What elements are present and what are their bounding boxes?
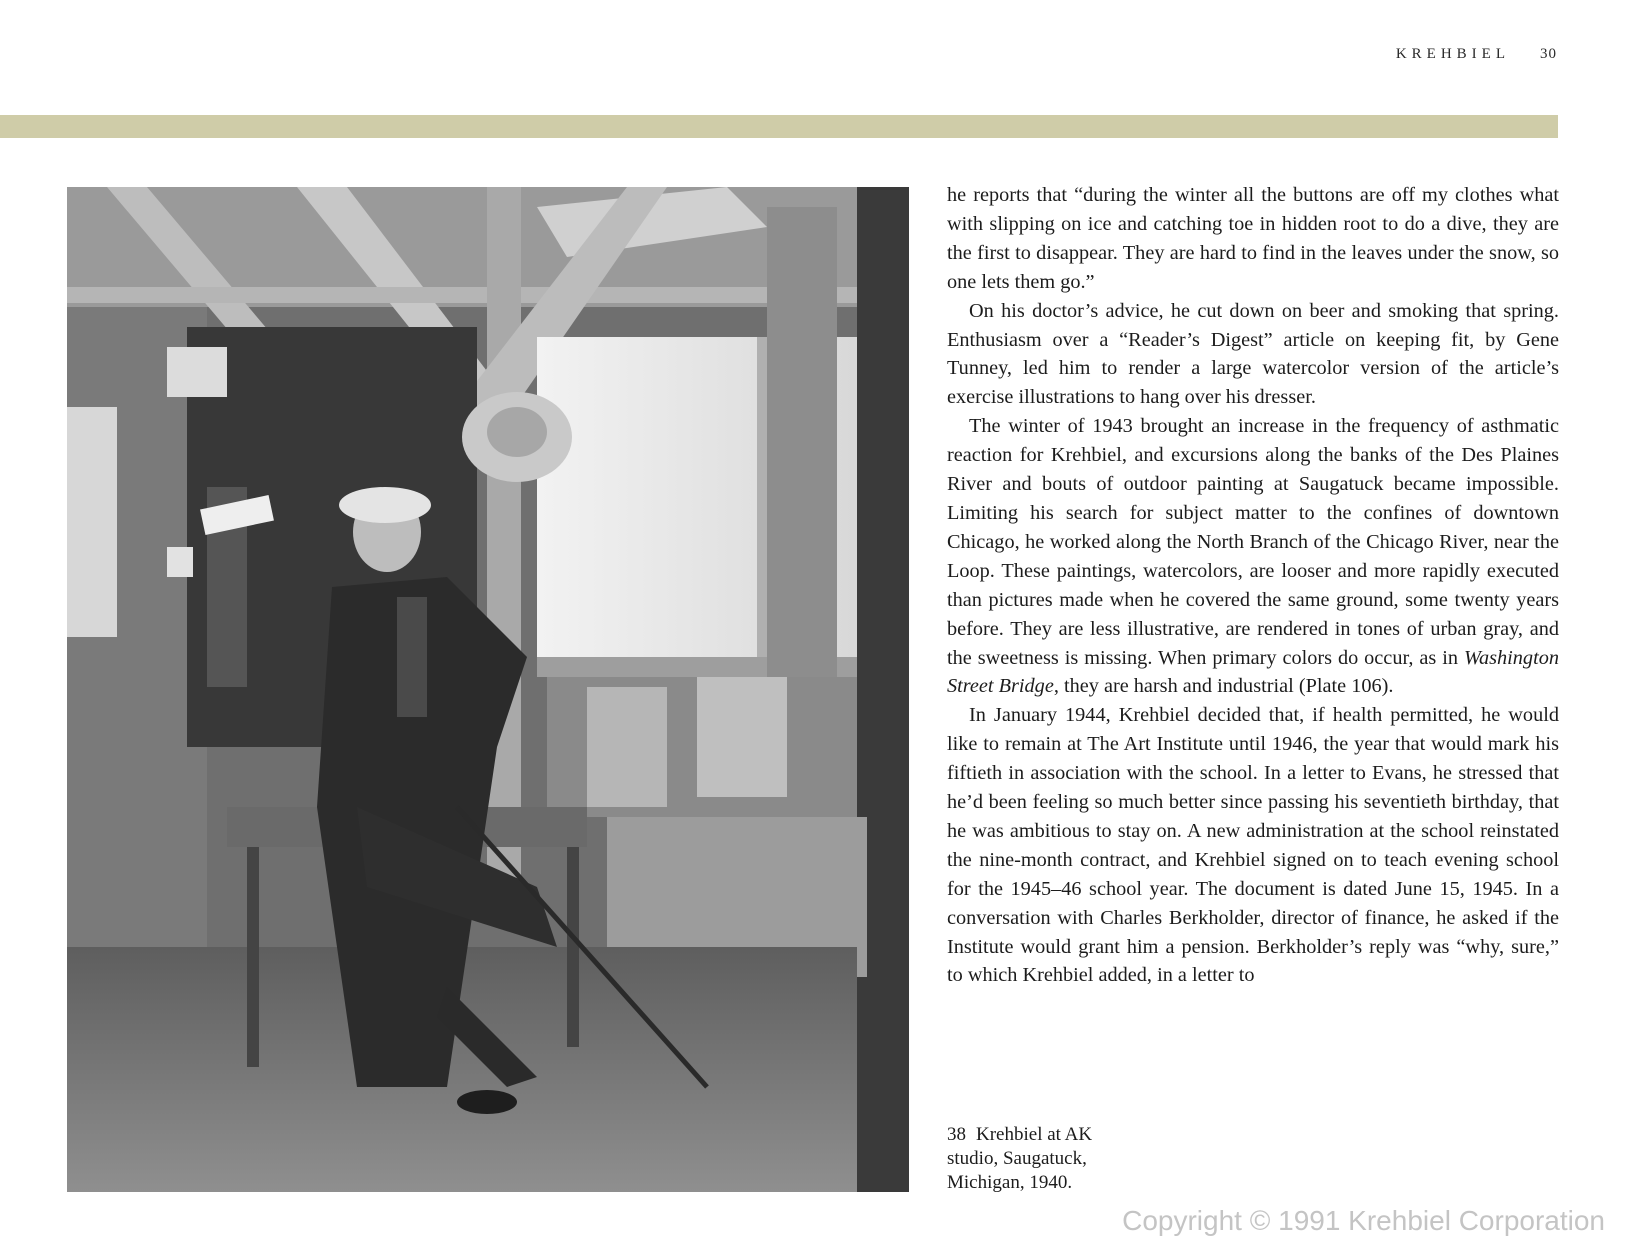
copyright-watermark: Copyright © 1991 Krehbiel Corporation xyxy=(1122,1205,1605,1236)
plate-title: Washington Street Bridge xyxy=(947,646,1559,698)
caption-number: 38 xyxy=(947,1124,966,1145)
photo-caption xyxy=(947,1123,1137,1195)
paragraph: he reports that “during the winter all the buttons are off my clothes what with slipping on ice and catching toe in hidden root to do a dive, they are the first to disappear. They are hard to find in the leaves under the snow, so one lets them go.” xyxy=(947,184,1559,293)
page-number: 30 xyxy=(1540,46,1557,62)
header-color-band xyxy=(0,115,1558,138)
paragraph: On his doctor’s advice, he cut down on beer and smoking that spring. Enthusiasm over a “Reader’s Digest” article on keeping fit, by Gene Tunney, led him to render a large watercolor version of the article’s exercise illustrations to hang over his dresser. xyxy=(947,299,1559,409)
running-title: KREHBIEL xyxy=(1395,46,1510,62)
paragraph xyxy=(947,412,1559,701)
caption-text: Krehbiel at AK studio, Saugatuck, Michigan, 1940. xyxy=(947,1124,1093,1193)
photo-studio-interior-icon xyxy=(67,187,909,1192)
running-head xyxy=(1396,46,1557,63)
body-text xyxy=(947,181,1559,990)
paragraph: In January 1944, Krehbiel decided that, if health permitted, he would like to remain at The Art Institute until 1946, the year that would mark his fiftieth in association with the school. In a letter to Evans, he stressed that he’d been feeling so much better since passing his seventieth birthday, that he was ambitious to stay on. A new administration at the school reinstated the nine-month contract, and Krehbiel signed on to teach evening school for the 1945–46 school year. The document is dated June 15, 1945. In a conversation with Charles Berkholder, director of finance, he asked if the Institute would grant him a pension. Berkholder’s reply was “why, sure,” to which Krehbiel added, in a letter to xyxy=(947,704,1559,987)
paragraph-text: The winter of 1943 brought an increase in the frequency of asthmatic reaction for Krehbiel, and excursions along the banks of the Des Plaines River and bouts of outdoor painting at Saugatuck became impossible. Limiting his search for subject matter to the confines of downtown Chicago, he worked along the North Branch of the Chicago River, near the Loop. These paintings, watercolors, are looser and more rapidly executed than pictures made when he covered the same ground, some twenty years before. They are less illustrative, are rendered in tones of urban gray, and the sweetness is missing. When primary colors do occur, as in xyxy=(947,415,1559,669)
paragraph-text: , they are harsh and industrial (Plate 106). xyxy=(1053,675,1394,698)
photograph xyxy=(67,187,909,1192)
